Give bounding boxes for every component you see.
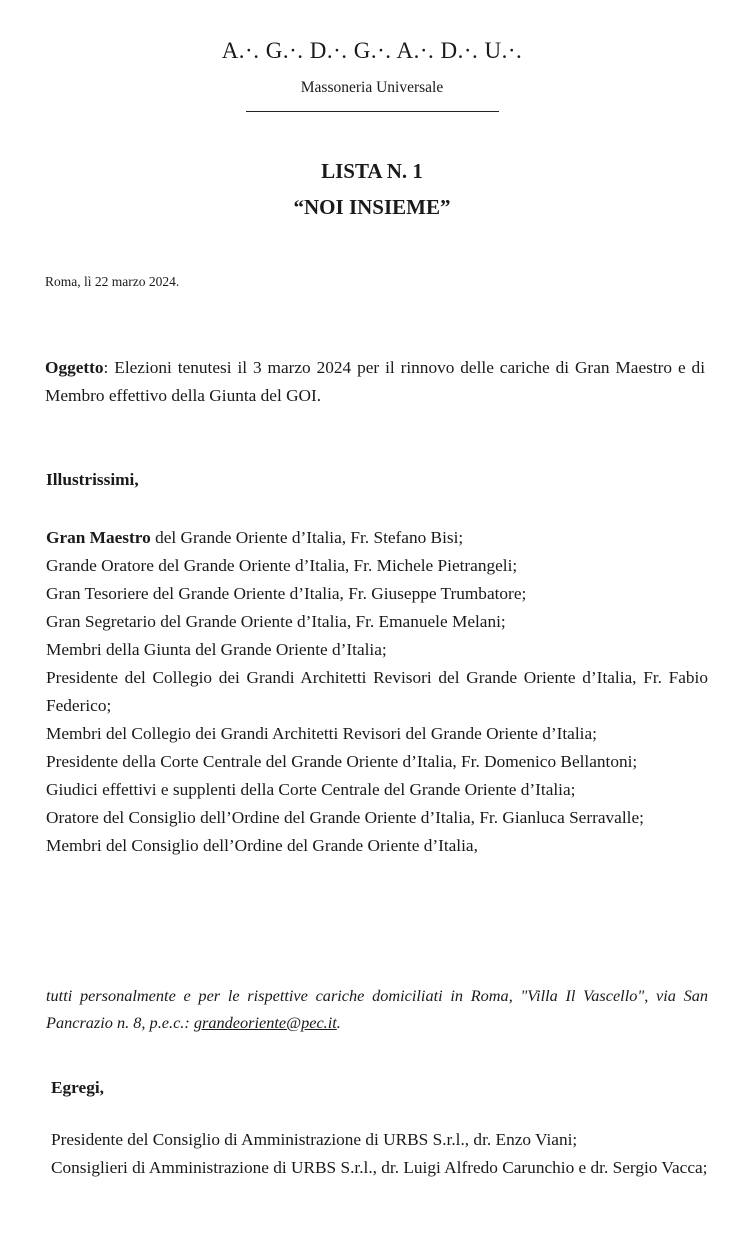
recipient-item: Presidente del Consiglio di Amministrazione di URBS S.r.l., dr. Enzo Viani; xyxy=(51,1130,578,1149)
domicile-end: . xyxy=(336,1013,341,1032)
recipient-item xyxy=(46,776,708,804)
recipient-item xyxy=(46,608,708,636)
recipient-text: Membri del Consiglio dell’Ordine del Grande Oriente d’Italia, xyxy=(46,836,478,855)
recipient-text: Presidente del Collegio dei Grandi Architetti Revisori del Grande Oriente d’Italia, Fr. Fabio Federico; xyxy=(46,668,708,715)
recipient-text: Presidente della Corte Centrale del Grande Oriente d’Italia, Fr. Domenico Bellantoni; xyxy=(46,752,638,771)
recipient-item: Consiglieri di Amministrazione di URBS S.r.l., dr. Luigi Alfredo Carunchio e dr. Sergio Vacca; xyxy=(51,1158,708,1177)
domicile-text: tutti personalmente e per le rispettive cariche domiciliati in Roma, "Villa Il Vascello", via San Pancrazio n. 8, p.e.c.: xyxy=(46,986,708,1032)
recipient-text: Membri della Giunta del Grande Oriente d’Italia; xyxy=(46,640,387,659)
recipient-item xyxy=(46,832,708,860)
recipient-item xyxy=(46,552,708,580)
recipient-item xyxy=(46,748,708,776)
recipient-text: Gran Segretario del Grande Oriente d’Italia, Fr. Emanuele Melani; xyxy=(46,612,506,631)
recipient-lead: Gran Maestro xyxy=(46,528,151,547)
list-title-line-2: “NOI INSIEME” xyxy=(293,195,451,219)
list-title-line-1: LISTA N. 1 xyxy=(321,159,423,183)
recipient-text: Grande Oratore del Grande Oriente d’Italia, Fr. Michele Pietrangeli; xyxy=(46,556,518,575)
subject-label: Oggetto xyxy=(45,358,104,377)
recipient-item xyxy=(46,636,708,664)
recipient-text: Giudici effettivi e supplenti della Corte Centrale del Grande Oriente d’Italia; xyxy=(46,780,576,799)
domicile-note xyxy=(46,982,708,1036)
list-title xyxy=(0,153,744,225)
letter-date: Roma, lì 22 marzo 2024. xyxy=(45,274,180,289)
recipient-item xyxy=(46,524,708,552)
recipient-text: Gran Tesoriere del Grande Oriente d’Italia, Fr. Giuseppe Trumbatore; xyxy=(46,584,527,603)
pec-email-link[interactable]: grandeoriente@pec.it xyxy=(193,1013,337,1032)
letterhead-title: A.·. G.·. D.·. G.·. A.·. D.·. U.·. xyxy=(221,38,523,63)
recipient-list-2 xyxy=(51,1126,715,1182)
recipient-item xyxy=(46,720,708,748)
recipient-text: del Grande Oriente d’Italia, Fr. Stefano Bisi; xyxy=(150,528,464,547)
salutation-egregi: Egregi, xyxy=(51,1078,104,1097)
recipient-list xyxy=(46,524,708,860)
recipient-text: Membri del Collegio dei Grandi Architetti Revisori del Grande Oriente d’Italia; xyxy=(46,724,597,743)
letterhead-divider xyxy=(246,111,499,112)
letterhead-subtitle: Massoneria Universale xyxy=(300,79,444,96)
recipient-text: Oratore del Consiglio dell’Ordine del Grande Oriente d’Italia, Fr. Gianluca Serravalle; xyxy=(46,808,644,827)
recipient-item xyxy=(46,664,708,720)
recipient-item xyxy=(46,580,708,608)
recipient-item xyxy=(46,804,708,832)
subject-text: : Elezioni tenutesi il 3 marzo 2024 per il rinnovo delle cariche di Gran Maestro e di Membro effettivo della Giunta del GOI. xyxy=(45,358,705,405)
subject-paragraph xyxy=(45,354,705,410)
salutation-illustrissimi: Illustrissimi, xyxy=(46,470,139,489)
